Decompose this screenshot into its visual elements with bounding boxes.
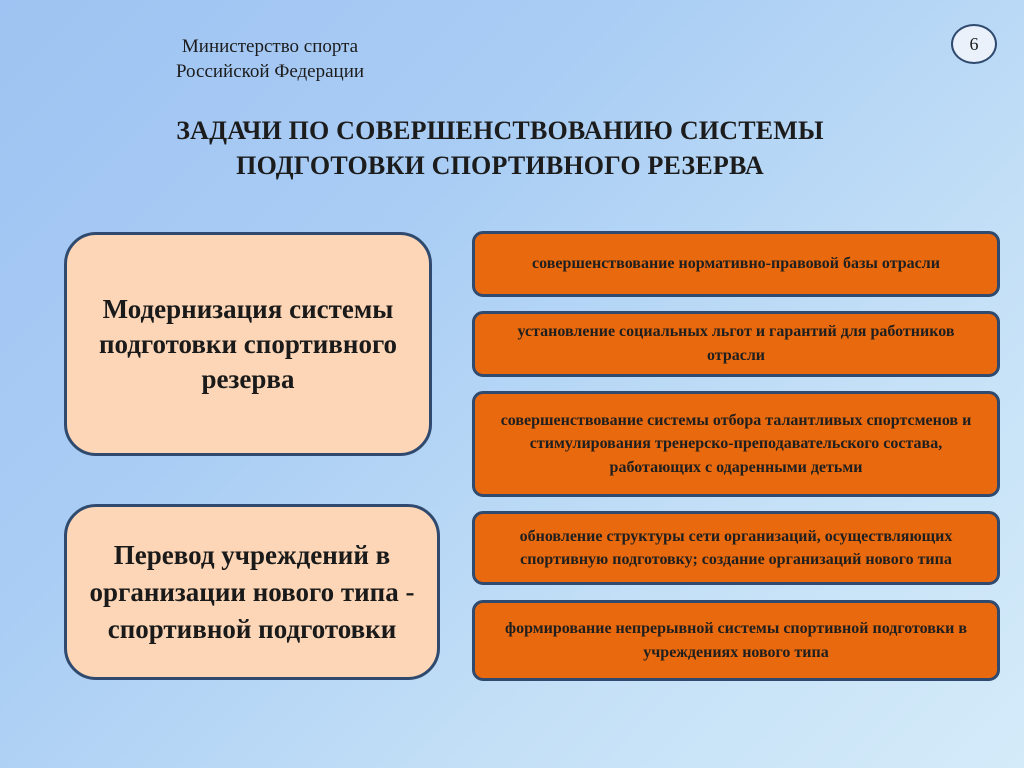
task-box: совершенствование нормативно-правовой базы отрасли	[472, 231, 1000, 297]
page-number-badge: 6	[951, 24, 997, 64]
slide-title: ЗАДАЧИ ПО СОВЕРШЕНСТВОВАНИЮ СИСТЕМЫ ПОДГОТОВКИ СПОРТИВНОГО РЕЗЕРВА	[176, 116, 824, 180]
task-box: установление социальных льгот и гарантий для работников отрасли	[472, 311, 1000, 377]
task-box: совершенствование системы отбора талантливых спортсменов и стимулирования тренерско-преподавательского состава, работающих с одаренными детьми	[472, 391, 1000, 497]
main-direction-transfer: Перевод учреждений в организации нового типа - спортивной подготовки	[64, 504, 440, 680]
ministry-name: Министерство спорта Российской Федерации	[175, 36, 365, 82]
task-box: обновление структуры сети организаций, осуществляющих спортивную подготовку; создание организаций нового типа	[472, 511, 1000, 585]
main-direction-modernization: Модернизация системы подготовки спортивного резерва	[64, 232, 432, 456]
task-box: формирование непрерывной системы спортивной подготовки в учреждениях нового типа	[472, 600, 1000, 681]
